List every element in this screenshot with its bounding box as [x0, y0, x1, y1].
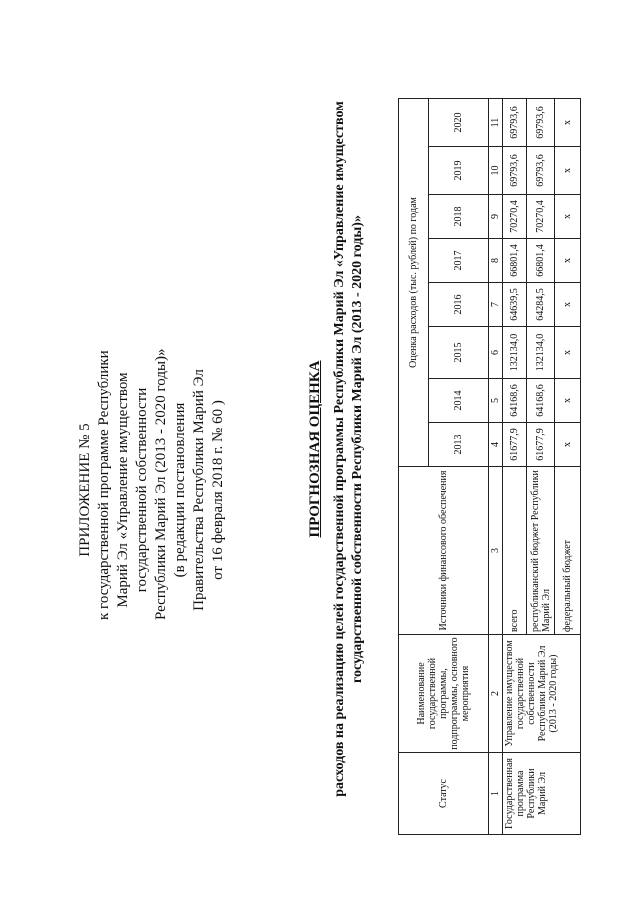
appendix-line: Марий Эл «Управление имуществом [115, 372, 131, 608]
column-number: 9 [489, 195, 503, 239]
value-cell: 132134,0 [503, 327, 527, 379]
appendix-line: Республики Марий Эл (2013 - 2020 годы)» [153, 348, 169, 620]
value-cell: х [555, 195, 581, 239]
value-cell: х [555, 283, 581, 327]
column-number: 6 [489, 327, 503, 379]
column-number: 11 [489, 99, 503, 147]
value-cell: 64168,6 [527, 379, 555, 423]
header-year: 2020 [429, 99, 489, 147]
document-subtitle-line-1: расходов на реализацию целей государственной программы Республики Марий Эл «Управление имуществом [332, 101, 347, 797]
column-number: 1 [489, 753, 503, 835]
column-number-row [489, 99, 503, 835]
document-title: ПРОГНОЗНАЯ ОЦЕНКА [307, 360, 323, 538]
appendix-line: Правительства Республики Марий Эл [191, 369, 207, 611]
header-status: Статус [399, 753, 489, 835]
header-year: 2014 [429, 379, 489, 423]
estimate-table [398, 98, 581, 835]
program-name-cell: Управление имуществом государственной собственности Республики Марий Эл (2013 - 2020 годы) [503, 635, 581, 753]
column-number: 7 [489, 283, 503, 327]
status-cell: Государственная программа Республики Марий Эл [503, 753, 581, 835]
value-cell: 69793,6 [503, 147, 527, 195]
document-subtitle-line-2: государственной собственности Республики Марий Эл (2013 - 2020 годы)» [350, 215, 365, 683]
source-cell: республиканский бюджет Республики Марий Эл [527, 467, 555, 635]
value-cell: 64168,6 [503, 379, 527, 423]
value-cell: 69793,6 [503, 99, 527, 147]
value-cell: 66801,4 [503, 239, 527, 283]
value-cell: 64639,5 [503, 283, 527, 327]
column-number: 3 [489, 467, 503, 635]
value-cell: х [555, 379, 581, 423]
appendix-line: (в редакции постановления [172, 402, 188, 578]
appendix-line: от 16 февраля 2018 г. № 60 ) [210, 400, 226, 580]
column-number: 8 [489, 239, 503, 283]
value-cell: х [555, 239, 581, 283]
header-estimate: Оценка расходов (тыс. рублей) по годам [399, 99, 429, 467]
value-cell: 61677,9 [527, 423, 555, 467]
column-number: 5 [489, 379, 503, 423]
value-cell: 61677,9 [503, 423, 527, 467]
value-cell: х [555, 327, 581, 379]
appendix-line: ПРИЛОЖЕНИЕ № 5 [77, 423, 93, 557]
header-name: Наименование государственной программы, подпрограммы, основного мероприятия [399, 635, 489, 753]
source-cell: федеральный бюджет [555, 467, 581, 635]
header-year: 2018 [429, 195, 489, 239]
table-row [503, 99, 527, 835]
value-cell: х [555, 99, 581, 147]
value-cell: 69793,6 [527, 147, 555, 195]
source-cell: всего [503, 467, 527, 635]
header-source: Источники финансового обеспечения [399, 467, 489, 635]
column-number: 10 [489, 147, 503, 195]
column-number: 4 [489, 423, 503, 467]
header-year: 2017 [429, 239, 489, 283]
appendix-block [76, 348, 228, 620]
header-row [399, 99, 429, 835]
value-cell: х [555, 423, 581, 467]
appendix-line: государственной собственности [134, 387, 150, 593]
header-year: 2019 [429, 147, 489, 195]
value-cell: 69793,6 [527, 99, 555, 147]
column-number: 2 [489, 635, 503, 753]
value-cell: 66801,4 [527, 239, 555, 283]
value-cell: х [555, 147, 581, 195]
value-cell: 64284,5 [527, 283, 555, 327]
header-year: 2013 [429, 423, 489, 467]
value-cell: 70270,4 [527, 195, 555, 239]
appendix-line: к государственной программе Республики [96, 350, 112, 620]
value-cell: 70270,4 [503, 195, 527, 239]
header-year: 2015 [429, 327, 489, 379]
header-year: 2016 [429, 283, 489, 327]
value-cell: 132134,0 [527, 327, 555, 379]
